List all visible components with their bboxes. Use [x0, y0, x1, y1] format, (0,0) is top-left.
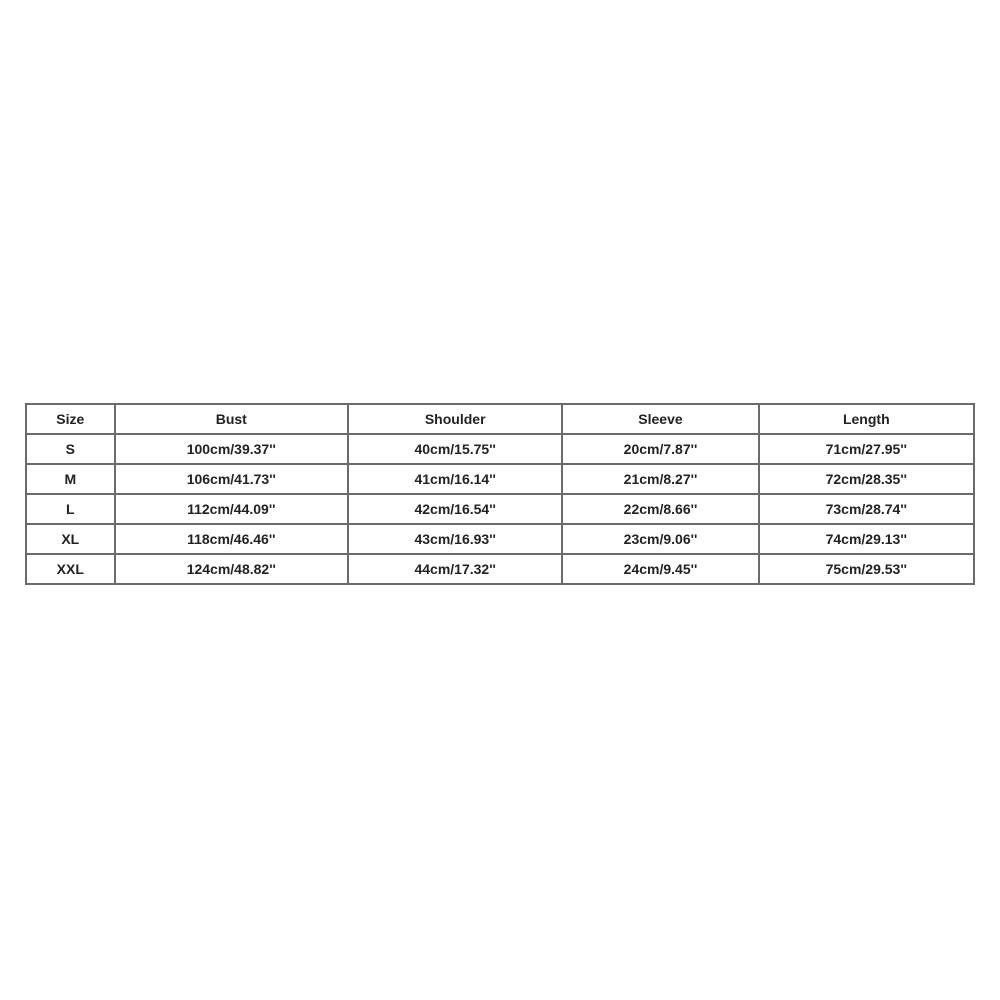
table-row — [26, 554, 974, 584]
sleeve-cell: 24cm/9.45'' — [562, 554, 758, 584]
bust-cell: 112cm/44.09'' — [115, 494, 348, 524]
table-row — [26, 494, 974, 524]
sleeve-cell: 20cm/7.87'' — [562, 434, 758, 464]
header-bust: Bust — [115, 404, 348, 434]
size-cell: XXL — [26, 554, 115, 584]
bust-cell: 100cm/39.37'' — [115, 434, 348, 464]
size-chart-table — [25, 403, 975, 585]
length-cell: 72cm/28.35'' — [759, 464, 974, 494]
sleeve-cell: 23cm/9.06'' — [562, 524, 758, 554]
length-cell: 75cm/29.53'' — [759, 554, 974, 584]
length-cell: 74cm/29.13'' — [759, 524, 974, 554]
header-row — [26, 404, 974, 434]
shoulder-cell: 42cm/16.54'' — [348, 494, 562, 524]
shoulder-cell: 43cm/16.93'' — [348, 524, 562, 554]
bust-cell: 118cm/46.46'' — [115, 524, 348, 554]
header-length: Length — [759, 404, 974, 434]
header-shoulder: Shoulder — [348, 404, 562, 434]
shoulder-cell: 41cm/16.14'' — [348, 464, 562, 494]
table-row — [26, 524, 974, 554]
bust-cell: 106cm/41.73'' — [115, 464, 348, 494]
sleeve-cell: 22cm/8.66'' — [562, 494, 758, 524]
header-sleeve: Sleeve — [562, 404, 758, 434]
size-cell: S — [26, 434, 115, 464]
shoulder-cell: 44cm/17.32'' — [348, 554, 562, 584]
size-cell: XL — [26, 524, 115, 554]
size-cell: M — [26, 464, 115, 494]
table-row — [26, 434, 974, 464]
length-cell: 73cm/28.74'' — [759, 494, 974, 524]
length-cell: 71cm/27.95'' — [759, 434, 974, 464]
shoulder-cell: 40cm/15.75'' — [348, 434, 562, 464]
sleeve-cell: 21cm/8.27'' — [562, 464, 758, 494]
header-size: Size — [26, 404, 115, 434]
size-cell: L — [26, 494, 115, 524]
table-row — [26, 464, 974, 494]
bust-cell: 124cm/48.82'' — [115, 554, 348, 584]
